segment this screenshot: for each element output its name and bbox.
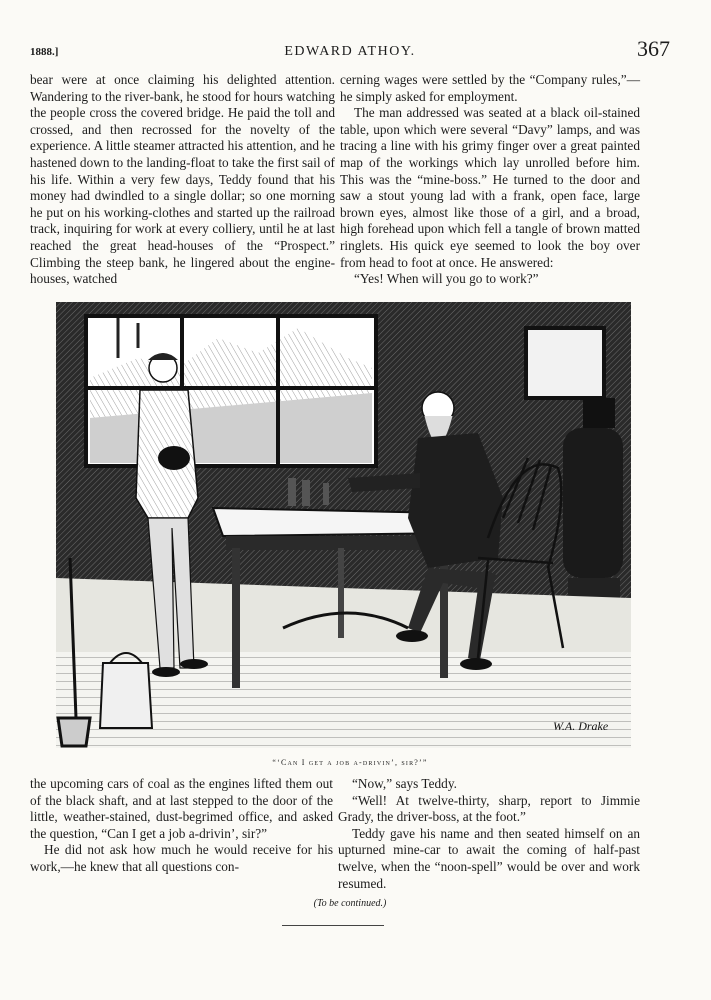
paragraph: “Well! At twelve-thirty, sharp, report to Jimmie Grady, the driver-boss, at the foot.” [338, 792, 640, 825]
office-scene-drawing [48, 298, 638, 748]
header-year: 1888.] [30, 46, 59, 58]
header-title: EDWARD ATHOY. [284, 44, 416, 59]
window [86, 316, 376, 466]
paragraph: bear were at once claiming his delighted attention. Wandering to the river-bank, he stood for hours watching the people cross the covered bridge. He paid the toll and crossed, and then recrossed for the novelty of the experience. A little steamer attracted his attention, and he hastened down to the landing-float to take the first sail of his life. Within a very few days, Teddy found that his money had dwindled to a single dollar; so one morning he put on his working-clothes and started up the railroad track, inquiring for work at every colliery, until he at last reached the great head-houses of the “Prospect.” Climbing the steep bank, he lingered about the engine-houses, watched [30, 72, 335, 287]
end-rule [282, 925, 384, 926]
paragraph: the upcoming cars of coal as the engines lifted them out of the black shaft, and at last stepped to the door of the little, weather-stained, dust-begrimed office, and asked the question, “Can I get a job a-drivin’, sir?” [30, 776, 333, 841]
column-bottom-right [338, 776, 640, 892]
paragraph: He did not ask how much he would receive for his work,—he knew that all questions con- [30, 842, 333, 874]
illustration [48, 298, 638, 748]
page-number: 367 [637, 36, 670, 61]
paragraph: The man addressed was seated at a black oil-stained table, upon which were several “Davy” lamps, and was tracing a line with his grimy finger over a great painted map of the workings which lay unrolled before him. This was the “mine-boss.” He turned to the door and saw a stout young lad with a frank, open face, large brown eyes, almost like those of a girl, and a broad, high forehead upon which fell a tangle of brown matted ringlets. His quick eye seemed to look the boy over from head to foot at once. He answered: [340, 105, 640, 270]
to-be-continued: (To be continued.) [313, 898, 387, 909]
column-bottom-left [30, 776, 333, 876]
running-head [30, 36, 670, 64]
column-top-right [340, 72, 640, 288]
paragraph: “Yes! When will you go to work?” [354, 271, 539, 287]
wall-picture [526, 328, 604, 398]
paragraph: Teddy gave his name and then seated himself on an upturned mine-car to await the coming of half-past twelve, when the “noon-spell” would be over and work resumed. [338, 825, 640, 891]
paragraph: “Now,” says Teddy. [352, 776, 457, 791]
paragraph: cerning wages were settled by the “Company rules,”—he simply asked for employment. [340, 72, 640, 104]
illustration-caption: “‘Can I get a job a-drivin’, sir?’” [272, 758, 428, 767]
oil-can [100, 653, 152, 728]
column-top-left [30, 72, 335, 288]
artist-signature: W.A. Drake [553, 719, 609, 733]
